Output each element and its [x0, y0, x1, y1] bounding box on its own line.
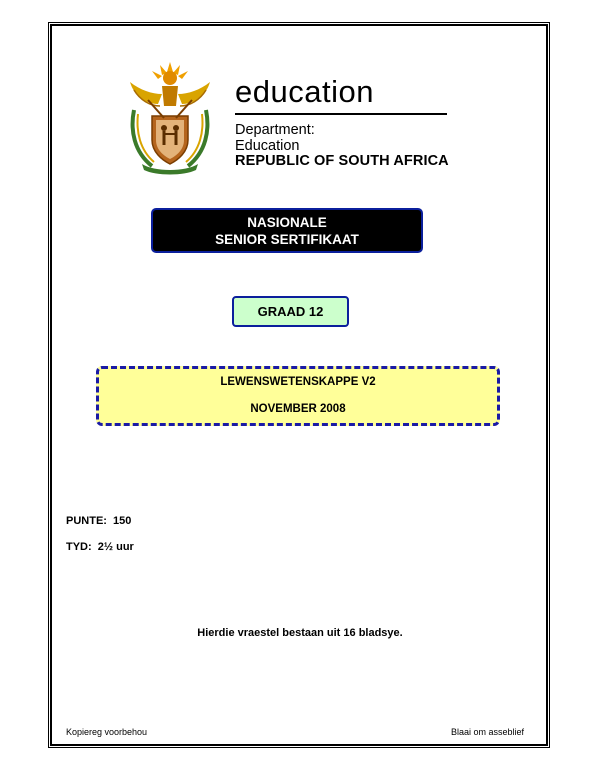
grade-box: [232, 296, 349, 327]
time-label: TYD: 2½ uur: [66, 541, 134, 553]
subject-name: LEWENSWETENSKAPPE V2: [220, 376, 376, 388]
turn-over-footer: Blaai om asseblief: [451, 727, 525, 737]
education-logo-word: education: [235, 74, 374, 109]
department-name: Education: [235, 138, 300, 154]
grade-label: GRAAD 12: [257, 304, 324, 319]
country-name: REPUBLIC OF SOUTH AFRICA: [235, 153, 449, 169]
logo-divider: [235, 113, 447, 115]
certificate-title-line2: SENIOR SERTIFIKAAT: [215, 231, 359, 247]
marks-label: PUNTE: 150: [66, 515, 132, 527]
coat-of-arms-icon: [124, 60, 216, 176]
certificate-title-box: [151, 208, 423, 253]
page-count-note: Hierdie vraestel bestaan uit 16 bladsye.: [197, 627, 403, 639]
copyright-footer: Kopiereg voorbehou: [66, 727, 148, 737]
subject-box: [96, 366, 500, 426]
certificate-title-line1: NASIONALE: [247, 214, 327, 230]
exam-date: NOVEMBER 2008: [250, 403, 346, 415]
department-label: Department:: [235, 122, 315, 138]
